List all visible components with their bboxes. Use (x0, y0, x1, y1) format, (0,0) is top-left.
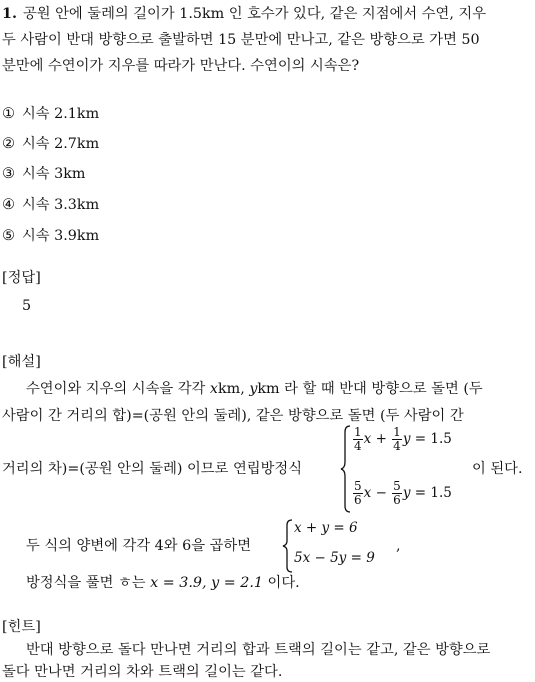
equation-system-2 (282, 518, 392, 574)
hint-label: [힌트] (2, 619, 41, 635)
explanation-line-4: 두 식의 양변에 각각 4와 6을 곱하면 (26, 538, 251, 554)
equation-system-1 (340, 424, 470, 514)
fraction: $\frac{5}{6}$ (354, 479, 362, 507)
explanation-label: [해설] (2, 354, 41, 370)
explanation-line-3-end: 이 된다. (472, 461, 523, 477)
choice-2[interactable] (2, 134, 99, 154)
question-number: 1. (2, 6, 17, 22)
question-line-3: 분만에 수연이가 지우를 따라가 만난다. 수연이의 시속은? (2, 58, 360, 74)
left-brace-icon (340, 424, 352, 514)
choice-text: 시속 3km (22, 166, 86, 182)
equation-3: x + y = 6 (294, 520, 358, 536)
hint-line-2: 돌다 만나면 거리의 차와 트랙의 길이는 같다. (2, 664, 283, 680)
fraction: $\frac{5}{6}$ (393, 479, 401, 507)
choice-mark: ⑤ (2, 228, 15, 244)
choice-text: 시속 2.7km (22, 136, 100, 152)
hint-line-1: 반대 방향으로 돌다 만나면 거리의 합과 트랙의 길이는 같고, 같은 방향으로 (26, 642, 491, 658)
choice-text: 시속 2.1km (22, 106, 100, 122)
equation-1: $\frac{1}{4}$ x + $\frac{1}{4}$ y = 1.5 (354, 425, 452, 453)
explanation-line-5: 방정식을 풀면 ㅎ는 x = 3.9, y = 2.1 이다. (26, 575, 300, 591)
explanation-line-4-end: , (396, 538, 401, 554)
left-brace-icon (282, 518, 294, 574)
choice-mark: ④ (2, 197, 15, 213)
choice-mark: ① (2, 106, 15, 122)
choice-mark: ③ (2, 166, 15, 182)
explanation-line-1: 수연이와 지우의 시속을 각각 xkm, ykm 라 할 때 반대 방향으로 돌면 (두 (26, 381, 483, 397)
equation-2: $\frac{5}{6}$ x − $\frac{5}{6}$ y = 1.5 (354, 479, 452, 507)
choice-4[interactable] (2, 195, 99, 215)
choice-3[interactable] (2, 164, 85, 184)
answer-value: 5 (22, 298, 32, 314)
question-line-1 (2, 4, 486, 24)
solution: x = 3.9, y = 2.1 (150, 575, 263, 591)
answer-label: [정답] (2, 270, 41, 286)
explanation-line-2: 사람이 간 거리의 합)=(공원 안의 둘레), 같은 방향으로 돌면 (두 사람이 간 (2, 408, 464, 424)
choice-text: 시속 3.9km (22, 228, 100, 244)
explanation-line-3: 거리의 차)=(공원 안의 둘레) 이므로 연립방정식 (2, 461, 303, 477)
equation-4: 5x − 5y = 9 (294, 550, 375, 566)
choice-text: 시속 3.3km (22, 197, 100, 213)
fraction: $\frac{1}{4}$ (354, 425, 362, 453)
choice-mark: ② (2, 136, 15, 152)
fraction: $\frac{1}{4}$ (393, 425, 401, 453)
choice-1[interactable] (2, 104, 99, 124)
question-text-1: 공원 안에 둘레의 길이가 1.5km 인 호수가 있다, 같은 지점에서 수연, 지우 (22, 6, 487, 22)
choice-5[interactable] (2, 226, 99, 246)
question-line-2: 두 사람이 반대 방향으로 출발하면 15 분만에 만나고, 같은 방향으로 가면 50 (2, 32, 480, 48)
